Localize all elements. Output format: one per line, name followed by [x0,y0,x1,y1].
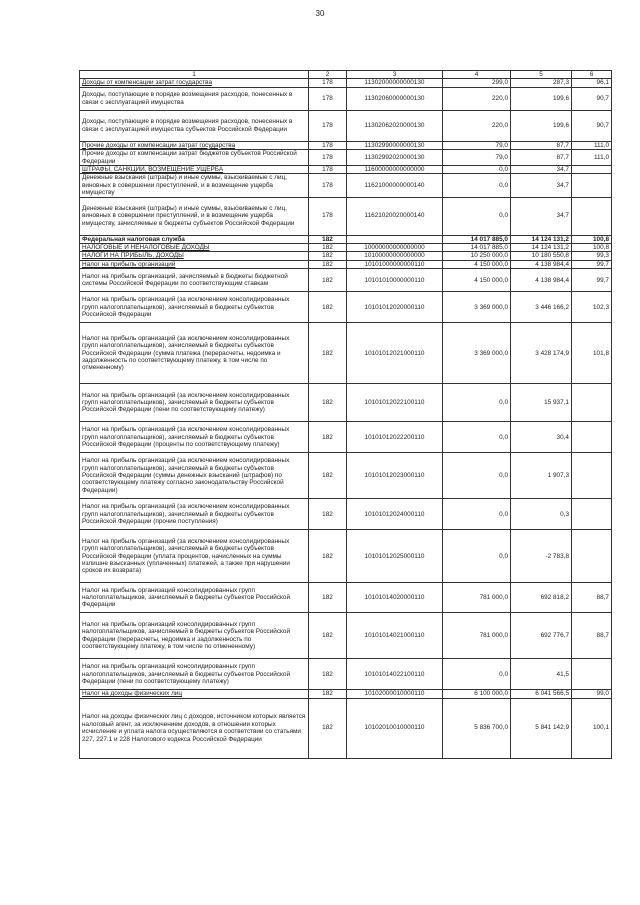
cell-c3: 11302062020000130 [347,110,443,141]
cell-c5: 30,4 [511,422,572,453]
header-cell: 4 [443,71,511,79]
cell-c6: 102,3 [572,292,612,323]
cell-c5: 15 937,1 [511,384,572,422]
cell-name: Налог на прибыль организаций [80,260,309,268]
table-row [80,659,612,690]
cell-c6: 111,0 [572,150,612,166]
cell-c3: 10101010000000110 [347,269,443,292]
cell-c3: 10102010010000110 [347,698,443,758]
table-body [80,71,612,759]
table-row [80,260,612,268]
cell-c4: 0,0 [443,174,511,197]
cell-c2: 178 [309,110,347,141]
cell-c4: 0,0 [443,453,511,499]
table-row [80,292,612,323]
cell-c6: 100,1 [572,698,612,758]
cell-c5: 199,6 [511,87,572,110]
cell-name: Прочие доходы от компенсации затрат бюджетов субъектов Российской Федерации [80,150,309,166]
cell-c3: 10101012022100110 [347,384,443,422]
cell-c3: 10101012023000110 [347,453,443,499]
cell-c4: 0,0 [443,659,511,690]
cell-c2: 178 [309,87,347,110]
table-row [80,698,612,758]
cell-c6 [572,166,612,174]
header-cell: 3 [347,71,443,79]
cell-c3: 10101012024000110 [347,499,443,530]
cell-c4: 781 000,0 [443,583,511,613]
cell-c3: 11302000000000130 [347,79,443,87]
cell-c2: 182 [309,292,347,323]
cell-c4: 0,0 [443,422,511,453]
cell-c2: 182 [309,235,347,243]
table-row [80,174,612,197]
cell-name: Налог на доходы физических лиц [80,690,309,698]
cell-c2: 178 [309,174,347,197]
cell-c5: 10 180 550,8 [511,252,572,260]
cell-c5: 287,3 [511,79,572,87]
cell-c5: 692 818,2 [511,583,572,613]
cell-name: Налог на прибыль организаций (за исключением консолидированных групп налогоплательщиков), зачисляемый в бюджеты субъектов Российской Федерации [80,292,309,323]
cell-c5: 4 138 984,4 [511,260,572,268]
cell-c5: 5 841 142,9 [511,698,572,758]
cell-c6 [572,530,612,583]
table-row [80,141,612,149]
cell-c5: 0,3 [511,499,572,530]
cell-c6: 88,7 [572,613,612,659]
cell-c6: 101,8 [572,323,612,384]
cell-c4: 0,0 [443,499,511,530]
table-row [80,499,612,530]
cell-c6 [572,384,612,422]
table-row [80,87,612,110]
cell-c2: 178 [309,197,347,235]
cell-c6: 100,8 [572,244,612,252]
cell-c6 [572,659,612,690]
table-row [80,244,612,252]
table-row [80,384,612,422]
cell-c3: 10000000000000000 [347,244,443,252]
cell-c3: 10101012021000110 [347,323,443,384]
cell-c3: 10101012020000110 [347,292,443,323]
cell-c6: 111,0 [572,141,612,149]
cell-c4: 299,0 [443,79,511,87]
cell-c4: 6 100 000,0 [443,690,511,698]
cell-c2: 182 [309,690,347,698]
cell-c3: 10101014021000110 [347,613,443,659]
cell-c2: 182 [309,252,347,260]
cell-c6 [572,499,612,530]
cell-c6 [572,453,612,499]
cell-c4: 4 150 000,0 [443,260,511,268]
cell-c5: 87,7 [511,141,572,149]
cell-c3: 11302060000000130 [347,87,443,110]
cell-c4: 220,0 [443,87,511,110]
cell-c2: 182 [309,613,347,659]
cell-c2: 182 [309,453,347,499]
cell-name: Доходы от компенсации затрат государства [80,79,309,87]
cell-c3: 11302992020000130 [347,150,443,166]
cell-c2: 182 [309,384,347,422]
table-row [80,583,612,613]
cell-c4: 5 836 700,0 [443,698,511,758]
cell-c6: 99,3 [572,252,612,260]
cell-name: Налог на прибыль организаций (за исключением консолидированных групп налогоплательщиков), зачисляемый в бюджеты субъектов Российской Федерации (сумма платежа (перерасчеты, недоимка и задолженность по соответствующему платежу, в том числе по отмененному) [80,323,309,384]
header-cell: 5 [511,71,572,79]
cell-c4: 10 250 000,0 [443,252,511,260]
cell-c4: 0,0 [443,166,511,174]
cell-c2: 182 [309,698,347,758]
cell-c3: 11600000000000000 [347,166,443,174]
cell-c2: 182 [309,659,347,690]
cell-c4: 3 369 000,0 [443,292,511,323]
cell-name: Налог на прибыль организаций (за исключением консолидированных групп налогоплательщиков), зачисляемый в бюджеты субъектов Российской Федерации (суммы денежных взысканий (штрафов) по соответствующему платежу согласно законодательству Российской Федерации) [80,453,309,499]
cell-name: Доходы, поступающие в порядке возмещения расходов, понесенных в связи с эксплуатацией имущества [80,87,309,110]
cell-c2: 178 [309,166,347,174]
cell-name: ШТРАФЫ, САНКЦИИ, ВОЗМЕЩЕНИЕ УЩЕРБА [80,166,309,174]
cell-name: Денежные взыскания (штрафы) и иные суммы, взыскиваемые с лиц, виновных в совершении преступлений, и в возмещение ущерба имуществу, зачисляемые в бюджеты субъектов Российской Федерации [80,197,309,235]
cell-c4: 781 000,0 [443,613,511,659]
cell-c3: 10100000000000000 [347,252,443,260]
cell-c3: 11621000000000140 [347,174,443,197]
cell-c5: -2 783,8 [511,530,572,583]
cell-c3: 10101014020000110 [347,583,443,613]
table-row [80,197,612,235]
cell-c5: 34,7 [511,197,572,235]
cell-c2: 182 [309,530,347,583]
table-row [80,422,612,453]
cell-name: Налог на прибыль организаций консолидированных групп налогоплательщиков, зачисляемый в бюджеты субъектов Российской Федерации (пени по соответствующему платежу) [80,659,309,690]
cell-name: Налог на прибыль организаций консолидированных групп налогоплательщиков, зачисляемый в бюджеты субъектов Российской Федерации (перерасчеты, недоимка и задолженность по соответствующему платежу, в том числе по отмененному) [80,613,309,659]
table-row [80,530,612,583]
cell-c4: 14 017 885,0 [443,244,511,252]
cell-c2: 182 [309,323,347,384]
cell-c6 [572,197,612,235]
cell-name: НАЛОГИ НА ПРИБЫЛЬ, ДОХОДЫ [80,252,309,260]
cell-c5: 41,5 [511,659,572,690]
cell-c6: 88,7 [572,583,612,613]
cell-c4: 14 017 885,0 [443,235,511,243]
cell-c4: 0,0 [443,384,511,422]
cell-c3: 10102000010000110 [347,690,443,698]
cell-c2: 182 [309,260,347,268]
cell-name: Налог на прибыль организаций консолидированных групп налогоплательщиков, зачисляемый в бюджеты субъектов Российской Федерации [80,583,309,613]
cell-c4: 220,0 [443,110,511,141]
cell-c3: 10101012025000110 [347,530,443,583]
table-row [80,269,612,292]
cell-c6: 96,1 [572,79,612,87]
table-row [80,79,612,87]
cell-c3 [347,235,443,243]
cell-name: НАЛОГОВЫЕ И НЕНАЛОГОВЫЕ ДОХОДЫ [80,244,309,252]
cell-c5: 692 776,7 [511,613,572,659]
cell-c2: 182 [309,244,347,252]
header-cell: 1 [80,71,309,79]
cell-c5: 34,7 [511,166,572,174]
table-row [80,166,612,174]
table-row [80,453,612,499]
cell-name: Налог на прибыль организаций (за исключением консолидированных групп налогоплательщиков), зачисляемый в бюджеты субъектов Российской Федерации (уплата процентов, начисленных на суммы излишне взысканных (уплаченных) платежей, а также при нарушении сроков их возврата) [80,530,309,583]
cell-c5: 3 446 166,2 [511,292,572,323]
cell-c5: 3 428 174,9 [511,323,572,384]
page-number: 30 [315,9,325,18]
cell-name: Доходы, поступающие в порядке возмещения расходов, понесенных в связи с эксплуатацией имущества субъектов Российской Федерации [80,110,309,141]
cell-c5: 6 041 566,5 [511,690,572,698]
cell-c3: 10101000000000110 [347,260,443,268]
cell-c6: 90,7 [572,110,612,141]
cell-c2: 182 [309,499,347,530]
header-cell: 2 [309,71,347,79]
cell-c5: 199,6 [511,110,572,141]
cell-c5: 4 138 984,4 [511,269,572,292]
cell-c4: 79,0 [443,150,511,166]
table-header-row [80,71,612,79]
cell-name: Налог на прибыль организаций (за исключением консолидированных групп налогоплательщиков), зачисляемый в бюджеты субъектов Российской Федерации (проценты по соответствующему платежу) [80,422,309,453]
cell-c6: 90,7 [572,87,612,110]
cell-name: Прочие доходы от компенсации затрат государства [80,141,309,149]
cell-name: Федеральная налоговая служба [80,235,309,243]
cell-c3: 10101014022100110 [347,659,443,690]
cell-c5: 1 907,3 [511,453,572,499]
cell-c5: 14 124 131,2 [511,235,572,243]
cell-c4: 79,0 [443,141,511,149]
cell-name: Налог на прибыль организаций, зачисляемый в бюджеты бюджетной системы Российской Федерации по соответствующим ставкам [80,269,309,292]
cell-c4: 0,0 [443,197,511,235]
cell-c2: 182 [309,422,347,453]
table-row [80,110,612,141]
cell-c6: 99,7 [572,260,612,268]
cell-c5: 87,7 [511,150,572,166]
cell-c6 [572,422,612,453]
cell-c6: 100,8 [572,235,612,243]
table-row [80,235,612,243]
table-row [80,150,612,166]
cell-c6 [572,174,612,197]
cell-c4: 0,0 [443,530,511,583]
cell-c2: 178 [309,150,347,166]
cell-c2: 182 [309,583,347,613]
table-row [80,323,612,384]
cell-c2: 178 [309,79,347,87]
cell-c2: 178 [309,141,347,149]
cell-c3: 11302990000000130 [347,141,443,149]
cell-name: Денежные взыскания (штрафы) и иные суммы, взыскиваемые с лиц, виновных в совершении преступлений, и в возмещение ущерба имуществу [80,174,309,197]
cell-c4: 3 369 000,0 [443,323,511,384]
cell-c3: 11621020020000140 [347,197,443,235]
cell-c5: 14 124 131,2 [511,244,572,252]
cell-name: Налог на прибыль организаций (за исключением консолидированных групп налогоплательщиков), зачисляемый в бюджеты субъектов Российской Федерации (прочие поступления) [80,499,309,530]
cell-c2: 182 [309,269,347,292]
table-row [80,690,612,698]
cell-c5: 34,7 [511,174,572,197]
table-row [80,252,612,260]
cell-c3: 10101012022200110 [347,422,443,453]
table-row [80,613,612,659]
revenue-table [79,70,612,759]
cell-c6: 99,7 [572,269,612,292]
cell-name: Налог на доходы физических лиц с доходов, источником которых является налоговый агент, за исключением доходов, в отношении которых исчисление и уплата налога осуществляются в соответствии со статьями 227, 227.1 и 228 Налогового кодекса Российской Федерации [80,698,309,758]
cell-c6: 99,0 [572,690,612,698]
header-cell: 6 [572,71,612,79]
cell-name: Налог на прибыль организаций (за исключением консолидированных групп налогоплательщиков), зачисляемый в бюджеты субъектов Российской Федерации (пени по соответствующему платежу) [80,384,309,422]
cell-c4: 4 150 000,0 [443,269,511,292]
